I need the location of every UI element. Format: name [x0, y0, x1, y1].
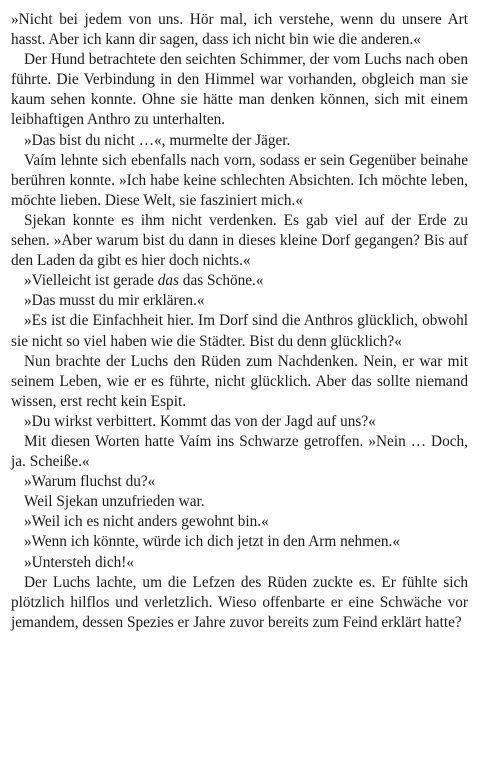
paragraph: »Wenn ich könnte, würde ich dich jetzt in den Arm nehmen.«: [24, 533, 400, 551]
paragraph: Mit diesen Worten hatte Vaím ins Schwarze getroffen. »Nein … Doch, ja. Scheiße.«: [11, 432, 468, 471]
paragraph: »Warum fluchst du?«: [24, 473, 156, 491]
paragraph: »Das musst du mir erklären.«: [24, 292, 205, 310]
paragraph: Sjekan konnte es ihm nicht verdenken. Es gab viel auf der Erde zu sehen. »Aber warum bist du dann in dieses kleine Dorf gegangen? Bis auf den Laden da gibt es hier doch nichts.«: [11, 211, 468, 270]
paragraph: »Du wirkst verbittert. Kommt das von der Jagd auf uns?«: [24, 412, 376, 430]
paragraph: »Das bist du nicht …«, murmelte der Jäger.: [24, 131, 291, 149]
paragraph: Weil Sjekan unzufrieden war.: [24, 493, 205, 511]
paragraph: Nun brachte der Luchs den Rüden zum Nachdenken. Nein, er war mit seinem Leben, wie er es führte, nicht glücklich. Aber das sollte niemand wissen, erst recht kein Espit.: [11, 352, 468, 410]
paragraph: »Es ist die Einfachheit hier. Im Dorf sind die Anthros glücklich, obwohl sie nicht so viel haben wie die Städter. Bist du denn glücklich?«: [11, 312, 468, 350]
paragraph: Der Luchs lachte, um die Lefzen des Rüden zuckte es. Er fühlte sich plötzlich hilflos und verletzlich. Wieso offenbarte er eine Schwäche vor jemandem, dessen Spezies er Jahre zuvor bereits zum Feind erklärt hatte?: [11, 573, 468, 631]
emphasis-text: das: [157, 272, 179, 290]
paragraph-text: »Vielleicht ist gerade: [24, 272, 158, 290]
paragraph: [11, 271, 468, 291]
book-page: [11, 10, 468, 633]
paragraph: »Nicht bei jedem von uns. Hör mal, ich verstehe, wenn du unsere Art hasst. Aber ich kann dir sagen, dass ich nicht bin wie die anderen.«: [11, 11, 468, 49]
paragraph: »Weil ich es nicht anders gewohnt bin.«: [24, 513, 269, 531]
paragraph: »Untersteh dich!«: [24, 553, 135, 571]
paragraph: Der Hund betrachtete den seichten Schimmer, der vom Luchs nach oben führte. Die Verbindung in den Himmel war vorhanden, obgleich man sie kaum sehen konnte. Ohne sie hätte man denken können, sich mit einem leibhaftigen Anthro zu unterhalten.: [11, 51, 468, 129]
paragraph-text: das Schöne.«: [178, 272, 264, 290]
paragraph: Vaím lehnte sich ebenfalls nach vorn, sodass er sein Gegenüber beinahe berühren konnte. »Ich habe keine schlechten Absichten. Ich möchte leben, möchte lieben. Diese Welt, sie fasziniert mich.«: [11, 151, 468, 209]
